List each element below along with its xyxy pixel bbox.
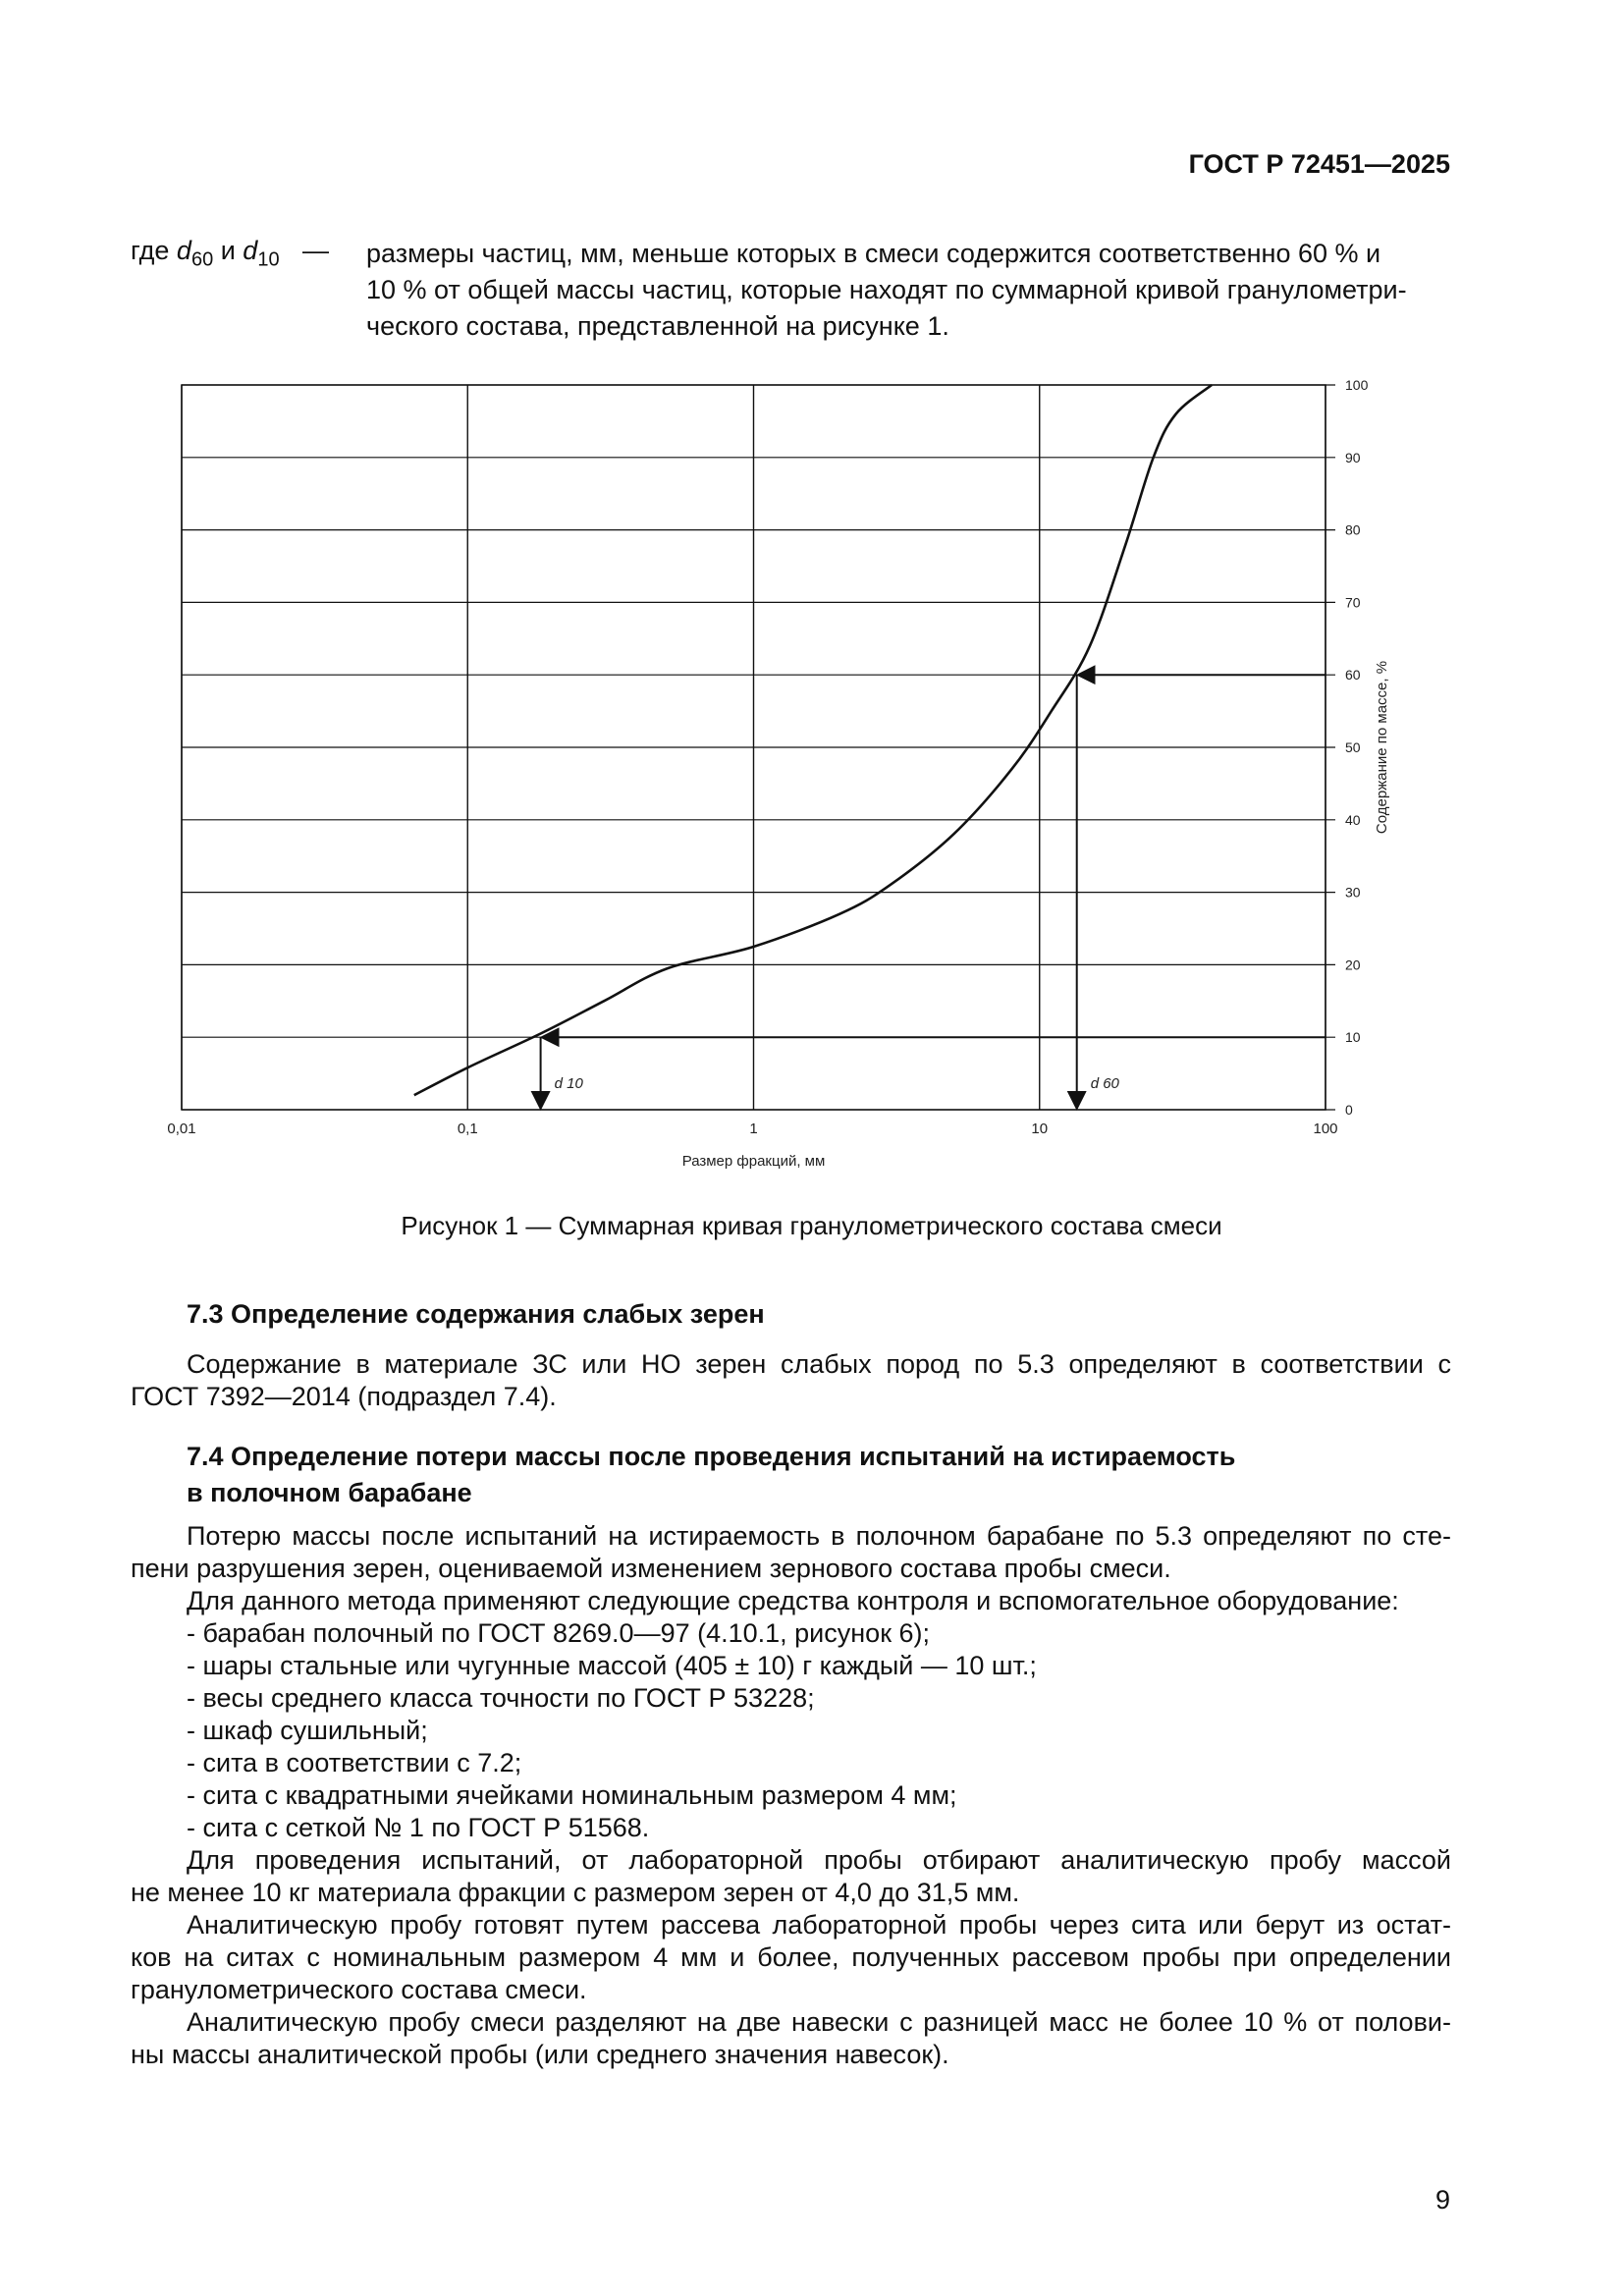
y-tick-label: 0	[1345, 1102, 1353, 1118]
y-tick-label: 30	[1345, 884, 1361, 901]
paragraph-line: пени разрушения зерен, оцениваемой изменением зернового состава пробы смеси.	[131, 1554, 1171, 1583]
x-axis-label: Размер фракций, мм	[681, 1153, 826, 1170]
grading-curve	[414, 385, 1212, 1095]
list-item: - сита в соответствии с 7.2;	[187, 1748, 522, 1777]
y-tick-label: 20	[1345, 957, 1361, 973]
definition-line: размеры частиц, мм, меньше которых в смеси содержится соответственно 60 % и	[366, 239, 1381, 268]
paragraph-line: гранулометрического состава смеси.	[131, 1975, 587, 2004]
y-tick-label: 40	[1345, 811, 1361, 828]
paragraph-line: ны массы аналитической пробы (или среднего значения навесок).	[131, 2040, 949, 2069]
section-title-line: в полочном барабане	[187, 1478, 472, 1507]
y-tick-label: 60	[1345, 667, 1361, 683]
paragraph-line: Содержание в материале ЗС или НО зерен слабых пород по 5.3 определяют в соответствии с	[187, 1349, 1451, 1379]
x-tick-label: 0,1	[457, 1121, 478, 1137]
list-item: - сита с сеткой № 1 по ГОСТ Р 51568.	[187, 1813, 650, 1842]
definition-text	[366, 236, 1446, 345]
section-title-line: 7.4 Определение потери массы после проведения испытаний на истираемость	[187, 1442, 1236, 1471]
y-tick-label: 10	[1345, 1029, 1361, 1046]
paragraph-line: ГОСТ 7392—2014 (подраздел 7.4).	[131, 1382, 557, 1411]
section-7-4-title	[187, 1439, 1235, 1511]
x-tick-label: 100	[1313, 1121, 1338, 1137]
y-tick-label: 80	[1345, 521, 1361, 538]
y-axis-label: Содержание по массе, %	[1374, 660, 1390, 835]
list-item: - шары стальные или чугунные массой (405 ± 10) г каждый — 10 шт.;	[187, 1651, 1037, 1680]
paragraph-line: Потерю массы после испытаний на истираемость в полочном барабане по 5.3 определяют по сте-	[187, 1521, 1451, 1551]
y-tick-label: 100	[1345, 377, 1369, 393]
figure-caption: Рисунок 1 — Суммарная кривая гранулометрического состава смеси	[401, 1211, 1222, 1240]
list-item: - барабан полочный по ГОСТ 8269.0—97 (4.10.1, рисунок 6);	[187, 1618, 931, 1648]
x-tick-label: 0,01	[167, 1121, 196, 1137]
section-7-4-body	[131, 1520, 1451, 2071]
list-item: - сита с квадратными ячейками номинальным размером 4 мм;	[187, 1780, 957, 1810]
definition-dash: —	[302, 236, 329, 265]
section-7-3-body	[131, 1348, 1451, 1413]
y-tick-label: 50	[1345, 739, 1361, 755]
x-tick-label: 10	[1031, 1121, 1049, 1137]
page-number: 9	[1434, 2185, 1450, 2214]
document-code: ГОСТ Р 72451—2025	[1188, 149, 1450, 179]
grading-curve-chart	[157, 368, 1453, 1183]
definition-line: 10 % от общей массы частиц, которые находят по суммарной кривой гранулометри-	[366, 275, 1407, 304]
y-tick-label: 90	[1345, 449, 1361, 465]
paragraph-line: Для проведения испытаний, от лабораторной пробы отбирают аналитическую пробу массой	[187, 1845, 1451, 1875]
list-item: - шкаф сушильный;	[187, 1716, 428, 1745]
y-tick-label: 70	[1345, 594, 1361, 611]
paragraph-line: Аналитическую пробу готовят путем рассева лабораторной пробы через сита или берут из остат-	[187, 1910, 1451, 1940]
list-item: - весы среднего класса точности по ГОСТ Р 53228;	[187, 1683, 815, 1713]
paragraph-line: Для данного метода применяют следующие средства контроля и вспомогательное оборудование:	[187, 1586, 1399, 1615]
annotation-label: d 10	[554, 1075, 583, 1092]
paragraph-line: ков на ситах с номинальным размером 4 мм и более, полученных рассевом пробы при определении	[131, 1942, 1451, 1972]
paragraph-line: не менее 10 кг материала фракции с размером зерен от 4,0 до 31,5 мм.	[131, 1878, 1020, 1907]
annotation-label: d 60	[1090, 1075, 1119, 1092]
definition-term: где $d_{60}$ и $d_{10}$	[131, 236, 280, 271]
x-tick-label: 1	[749, 1121, 758, 1137]
section-7-3-title: 7.3 Определение содержания слабых зерен	[187, 1299, 765, 1329]
definition-line: ческого состава, представленной на рисунке 1.	[366, 311, 949, 341]
paragraph-line: Аналитическую пробу смеси разделяют на две навески с разницей масс не более 10 % от полови-	[187, 2007, 1451, 2037]
